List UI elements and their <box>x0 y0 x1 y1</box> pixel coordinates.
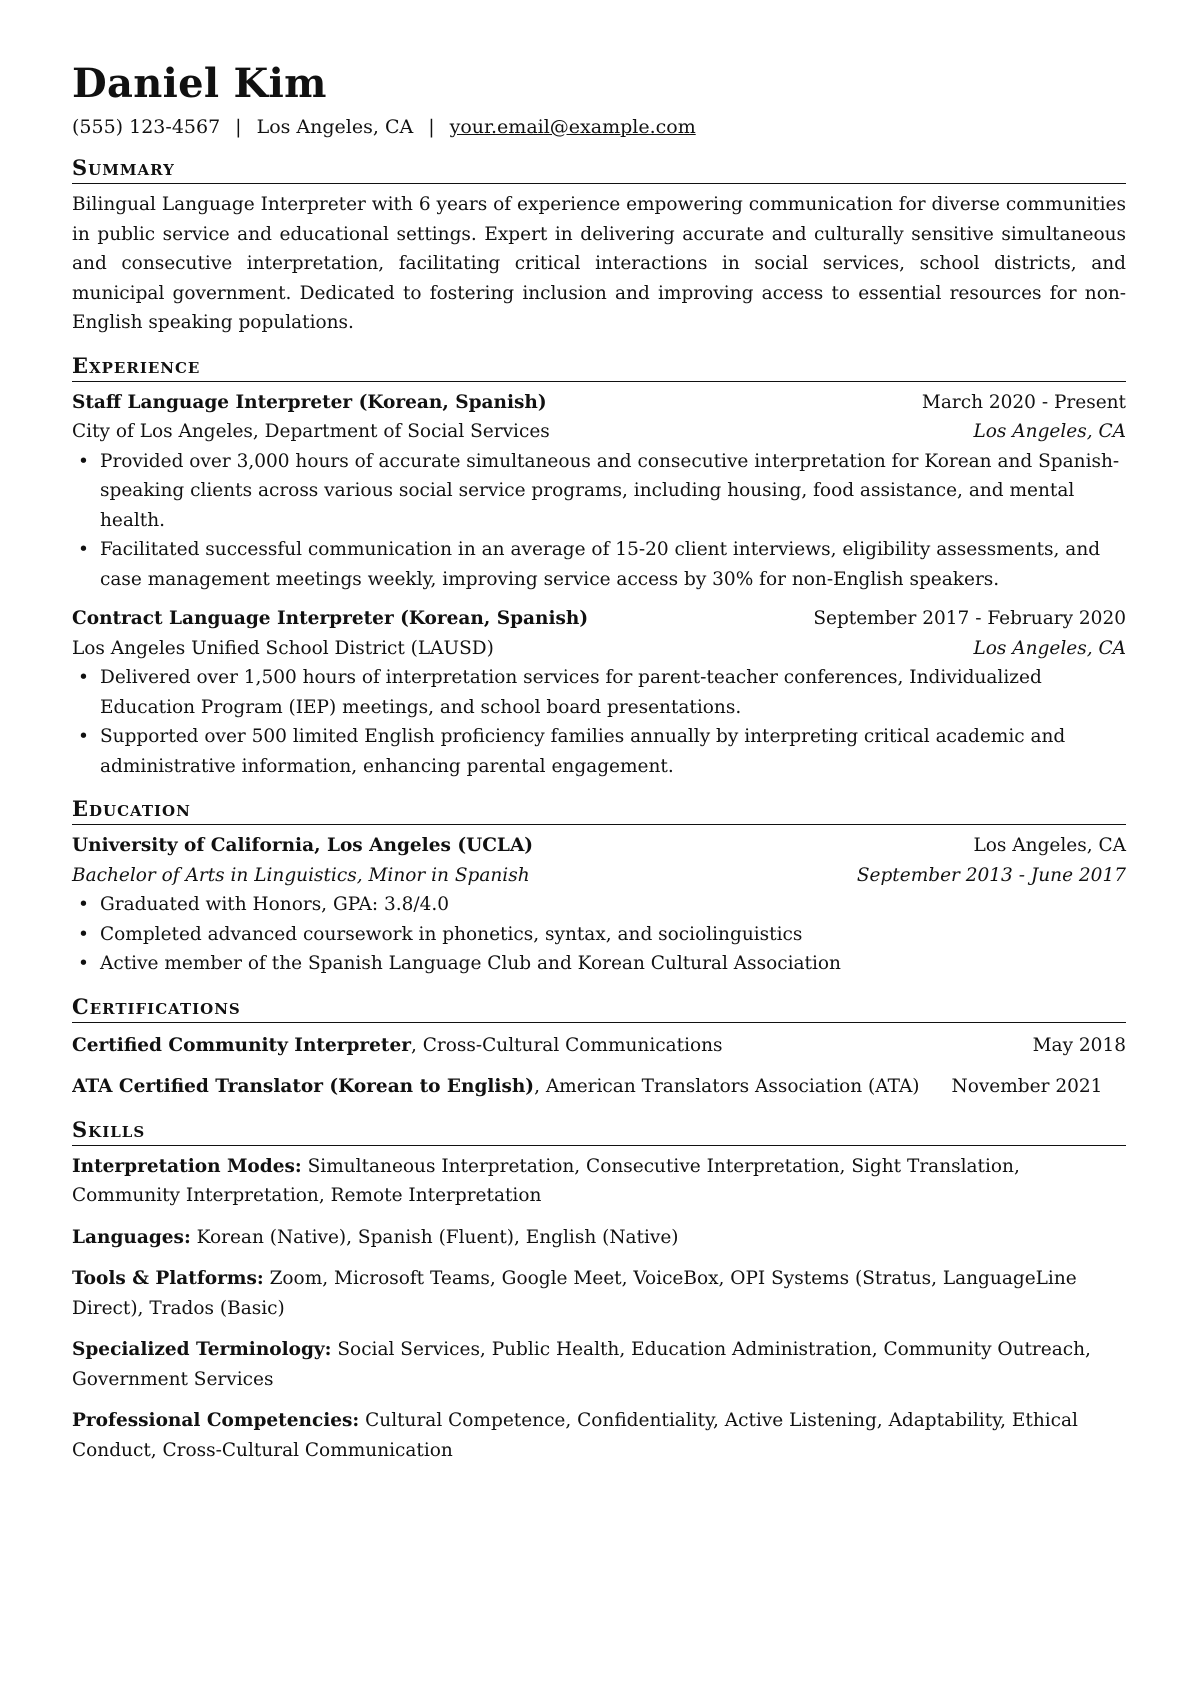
skill-label: Specialized Terminology: <box>72 1339 332 1360</box>
skill-item <box>72 1152 1126 1211</box>
list-item: • Active member of the Spanish Language Club and Korean Cultural Association <box>72 949 1126 979</box>
section-title-summary: Summary <box>72 154 1126 184</box>
job-header <box>72 604 1126 634</box>
summary-text: Bilingual Language Interpreter with 6 years of experience empowering communication for diverse communities in public service and educational settings. Expert in delivering accurate and culturally sensitive simultaneous and consecutive interpretation, facilitating critical interactions in social services, school districts, and municipal government. Dedicated to fostering inclusion and improving access to essential resources for non-English speaking populations. <box>72 194 1126 333</box>
school-name: University of California, Los Angeles (UCLA) <box>72 835 534 856</box>
skill-label: Interpretation Modes: <box>72 1155 302 1177</box>
school-location: Los Angeles, CA <box>973 835 1126 856</box>
certification-name: ATA Certified Translator (Korean to English) <box>72 1076 535 1097</box>
experience-section <box>72 352 1126 782</box>
contact-separator: | <box>428 116 435 138</box>
skill-value: Social Services, Public Health, Education Administration, Community Outreach, Government Services <box>72 1339 1091 1390</box>
certification-date: November 2021 <box>951 1076 1103 1097</box>
job-entry <box>72 388 1126 595</box>
education-section <box>72 795 1126 979</box>
job-subheader <box>72 417 1126 447</box>
list-item: • Delivered over 1,500 hours of interpretation services for parent-teacher conferences, Individualized Education Program (IEP) meetings, and school board presentations. <box>72 663 1126 722</box>
list-item: • Supported over 500 limited English proficiency families annually by interpreting critical academic and administrative information, enhancing parental engagement. <box>72 722 1126 781</box>
summary-section <box>72 154 1126 338</box>
job-role: Contract Language Interpreter (Korean, Spanish) <box>72 608 589 629</box>
job-org: City of Los Angeles, Department of Social Services <box>72 421 550 442</box>
skill-item <box>72 1264 1126 1323</box>
job-dates: September 2017 - February 2020 <box>813 608 1126 629</box>
job-subheader <box>72 634 1126 664</box>
certifications-section <box>72 993 1126 1102</box>
certification-issuer: , American Translators Association (ATA) <box>534 1076 920 1097</box>
certification-name: Certified Community Interpreter <box>72 1034 411 1056</box>
list-item: • Provided over 3,000 hours of accurate simultaneous and consecutive interpretation for Korean and Spanish-speaking clients across various social service programs, including housing, food assistance, and mental health. <box>72 447 1126 536</box>
section-title-education: Education <box>72 795 1126 825</box>
skill-item <box>72 1406 1126 1465</box>
list-item: • Graduated with Honors, GPA: 3.8/4.0 <box>72 890 1126 920</box>
skill-label: Languages: <box>72 1226 191 1248</box>
contact-line <box>72 114 1126 140</box>
skill-value: Korean (Native), Spanish (Fluent), English (Native) <box>190 1226 679 1248</box>
section-title-experience: Experience <box>72 352 1126 382</box>
list-item: • Facilitated successful communication in an average of 15-20 client interviews, eligibility assessments, and case management meetings weekly, improving service access by 30% for non-English speakers. <box>72 535 1126 594</box>
skill-label: Tools & Platforms: <box>72 1268 264 1289</box>
education-dates: September 2013 - June 2017 <box>856 864 1126 886</box>
certification-date: May 2018 <box>1032 1034 1126 1056</box>
location: Los Angeles, CA <box>256 116 414 138</box>
skill-item <box>72 1335 1126 1394</box>
contact-separator: | <box>235 116 242 138</box>
job-org: Los Angeles Unified School District (LAUSD) <box>72 637 494 659</box>
education-subheader <box>72 861 1126 891</box>
phone-number: (555) 123-4567 <box>72 116 221 138</box>
job-entry <box>72 604 1126 781</box>
job-dates: March 2020 - Present <box>921 391 1126 413</box>
degree: Bachelor of Arts in Linguistics, Minor in Spanish <box>72 864 530 886</box>
skill-value: Zoom, Microsoft Teams, Google Meet, VoiceBox, OPI Systems (Stratus, LanguageLine Direct), Trados (Basic) <box>72 1268 1077 1319</box>
skill-item <box>72 1223 1126 1253</box>
skill-label: Professional Competencies: <box>72 1410 360 1431</box>
education-header <box>72 831 1126 861</box>
job-role: Staff Language Interpreter (Korean, Spanish) <box>72 391 547 413</box>
job-location: Los Angeles, CA <box>973 637 1126 659</box>
job-header <box>72 388 1126 418</box>
education-bullets <box>72 890 1126 979</box>
skills-section <box>72 1116 1126 1466</box>
certification-issuer: , Cross-Cultural Communications <box>410 1034 723 1056</box>
job-bullets <box>72 663 1126 781</box>
candidate-name: Daniel Kim <box>72 60 327 107</box>
resume-page <box>72 58 1126 1477</box>
certification-item <box>72 1072 1126 1102</box>
skill-value: Simultaneous Interpretation, Consecutive Interpretation, Sight Translation, Community Interpretation, Remote Interpretation <box>72 1155 1020 1206</box>
email-link[interactable]: your.email@example.com <box>449 116 696 138</box>
job-location: Los Angeles, CA <box>973 421 1126 442</box>
skill-value: Cultural Competence, Confidentiality, Active Listening, Adaptability, Ethical Conduct, Cross-Cultural Communication <box>72 1410 1078 1461</box>
certification-item <box>72 1031 1126 1061</box>
job-bullets <box>72 447 1126 595</box>
list-item: • Completed advanced coursework in phonetics, syntax, and sociolinguistics <box>72 920 1126 950</box>
section-title-skills: Skills <box>72 1116 1126 1146</box>
section-title-certifications: Certifications <box>72 993 1126 1023</box>
